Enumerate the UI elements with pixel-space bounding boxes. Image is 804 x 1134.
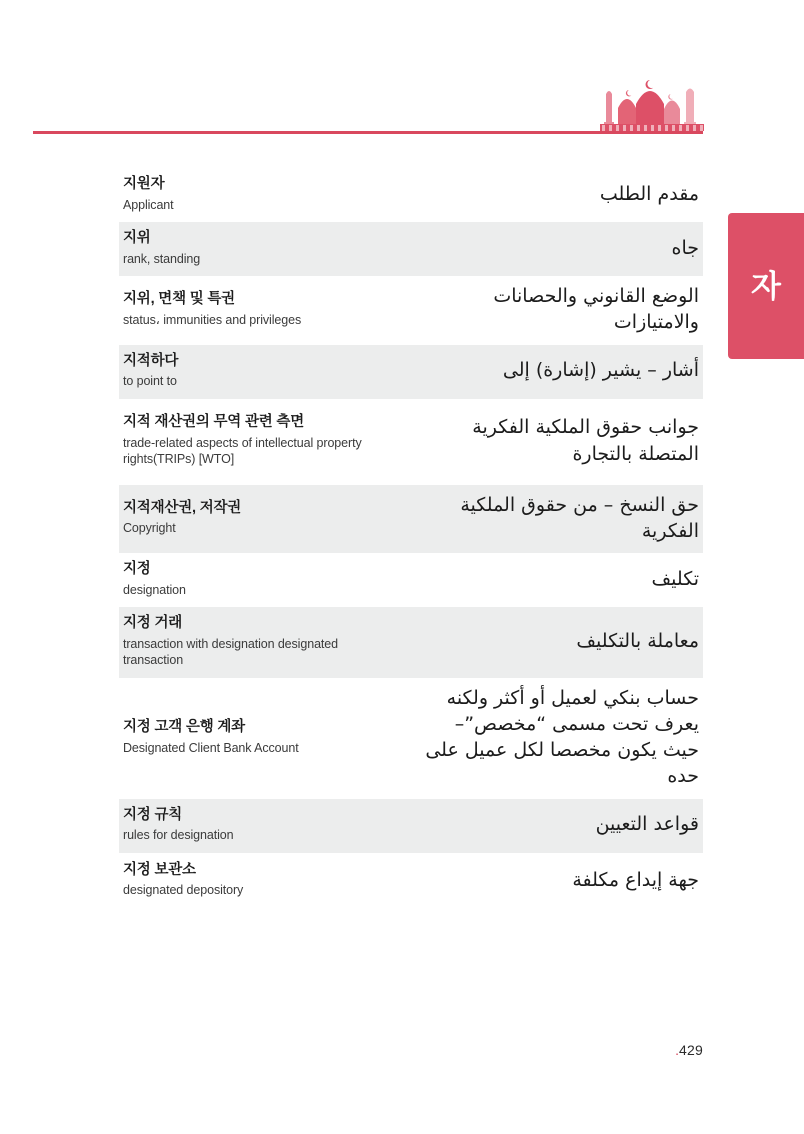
entry-english-term: designation [123, 582, 186, 597]
entry-english-term: designated depository [123, 883, 244, 898]
page-number-dot: . [675, 1042, 680, 1058]
entry-arabic-term: جاه [671, 236, 699, 259]
entry-arabic-term: مقدم الطلب [599, 182, 699, 205]
entry-terms [123, 352, 413, 390]
entry-english-term: transaction with designation designated transaction [123, 636, 338, 668]
entry-arabic-term: حق النسخ – من حقوق الملكية الفكرية [460, 493, 699, 542]
section-tab-ja [728, 213, 804, 359]
entry-arabic-term: جهة إيداع مكلفة [572, 868, 699, 891]
glossary-entry [119, 276, 703, 344]
entry-korean-term: 지정 보관소 [123, 861, 196, 878]
entry-english-term: Copyright [123, 521, 176, 536]
entry-terms [123, 175, 413, 213]
entry-korean-term: 지정 [123, 561, 151, 578]
glossary-entry [119, 799, 703, 853]
entry-terms [123, 290, 413, 328]
glossary-entry [119, 485, 703, 553]
entry-terms [123, 614, 413, 669]
entry-arabic-term: جوانب حقوق الملكية الفكرية المتصلة بالتجارة [472, 416, 699, 465]
page-header [0, 0, 804, 135]
entry-korean-term: 지정 규칙 [123, 806, 183, 823]
glossary-entry [119, 678, 703, 799]
entry-korean-term: 지정 거래 [123, 615, 183, 632]
entry-english-term: rank, standing [123, 251, 201, 266]
entry-terms [123, 861, 413, 899]
glossary-entry [119, 345, 703, 399]
entry-arabic-term: حساب بنكي لعميل أو أكثر ولكنه يعرف تحت مسمى “مخصص”–حيث يكون مخصصا لكل عميل على حده [425, 686, 699, 788]
entry-arabic-term: الوضع القانوني والحصانات والامتيازات [493, 285, 699, 334]
entry-terms [123, 806, 413, 844]
entry-korean-term: 지위 [123, 230, 151, 247]
entry-english-term: status، immunities and privileges [123, 312, 302, 327]
entry-korean-term: 지적 재산권의 무역 관련 측면 [123, 414, 304, 431]
entry-english-term: to point to [123, 374, 177, 389]
entry-terms [123, 499, 413, 537]
glossary-entry [119, 168, 703, 222]
entry-korean-term: 지위, 면책 및 특권 [123, 291, 235, 308]
entry-terms [123, 229, 413, 267]
entry-english-term: Applicant [123, 197, 174, 212]
entry-terms [123, 718, 413, 756]
page-number: 429 [679, 1042, 703, 1058]
mosque-icon [600, 72, 704, 131]
glossary-entry [119, 853, 703, 909]
page-footer [0, 1042, 804, 1060]
entry-english-term: trade-related aspects of intellectual property rights(TRIPs) [WTO] [123, 435, 362, 467]
entry-english-term: rules for designation [123, 828, 234, 843]
entry-arabic-term: أشار – يشير (إشارة) إلى [502, 359, 699, 382]
glossary-entry [119, 222, 703, 276]
entry-korean-term: 지원자 [123, 176, 165, 192]
entry-korean-term: 지적하다 [123, 352, 179, 369]
entry-english-term: Designated Client Bank Account [123, 740, 299, 755]
glossary-entry-list [119, 168, 703, 909]
glossary-entry [119, 607, 703, 678]
entry-terms [123, 560, 413, 598]
entry-arabic-term: معاملة بالتكليف [576, 630, 699, 653]
entry-arabic-term: تكليف [651, 567, 699, 590]
entry-korean-term: 지정 고객 은행 계좌 [123, 719, 245, 736]
glossary-entry [119, 399, 703, 485]
header-divider [33, 131, 703, 134]
entry-korean-term: 지적재산권, 저작권 [123, 499, 242, 516]
entry-terms [123, 413, 413, 468]
entry-arabic-term: قواعد التعيين [595, 813, 699, 836]
section-tab-label: 자 [751, 268, 781, 304]
glossary-entry [119, 553, 703, 607]
